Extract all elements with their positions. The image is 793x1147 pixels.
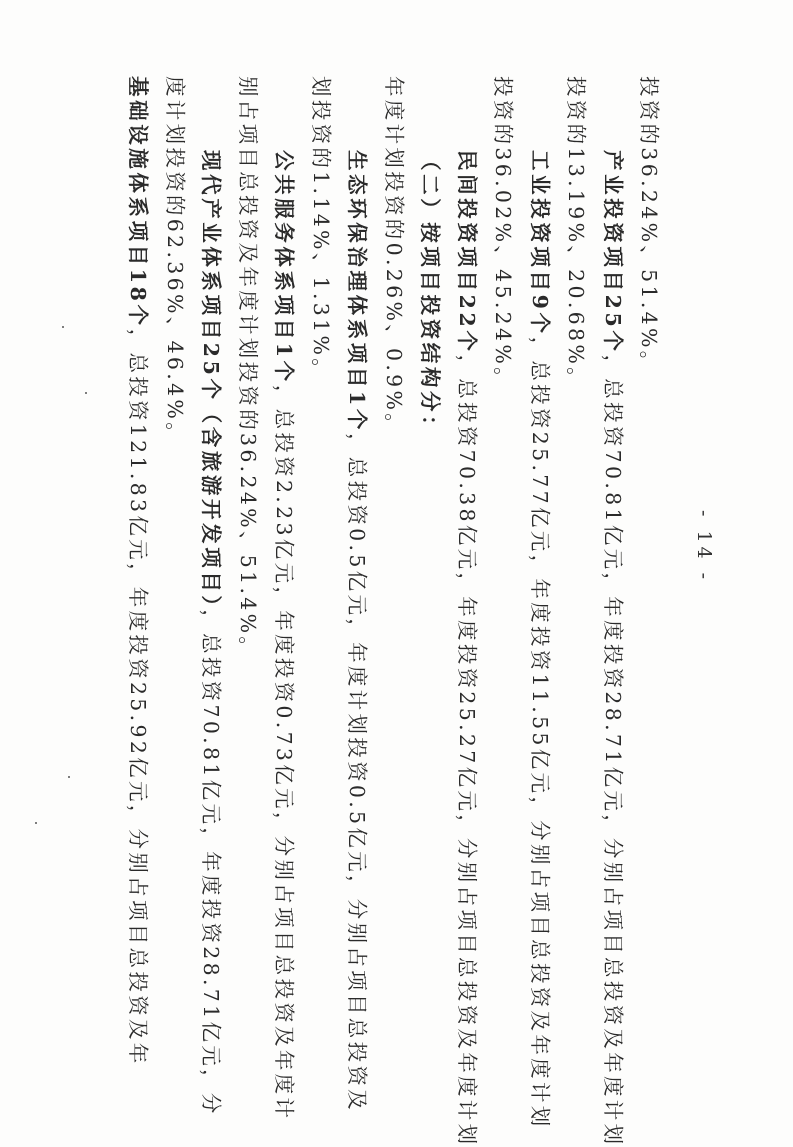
text-infrastructure: ，总投资121.83亿元，年度投资25.92亿元，分别占项目总投资及年 (126, 328, 150, 1067)
paragraph-eco-protection-cont (384, 76, 405, 437)
text-public-service: ，总投资2.23亿元，年度投资0.73亿元，分别占项目总投资及年度计 (272, 384, 296, 1122)
paragraph-public-service (274, 150, 295, 1121)
page-number: - 14 - (693, 510, 715, 584)
heading-industry-investment: 产业投资项目25个 (601, 150, 625, 355)
paragraph-public-service-cont (311, 76, 332, 382)
scan-speck (85, 392, 87, 394)
text-industry-investment: ，总投资70.81亿元，年度投资28.71亿元，分别占项目总投资及年度计划 (601, 354, 625, 1147)
paragraph-eco-protection (347, 150, 368, 1113)
paragraph-private-investment (457, 150, 478, 1147)
paragraph-modern-industry-cont (238, 76, 259, 660)
text-industry-investment-cont: 投资的36.24%、51.4%。 (637, 76, 661, 375)
heading-industrial-investment: 工业投资项目9个 (528, 150, 552, 337)
heading-modern-industry: 现代产业体系项目25个（含旅游开发项目） (199, 150, 223, 610)
paragraph-modern-industry (201, 150, 222, 1117)
paragraph-private-investment-cont (493, 76, 514, 391)
text-modern-industry: ，总投资70.81亿元，年度投资28.71亿元，分 (199, 609, 223, 1117)
text-modern-industry-cont: 别占项目总投资及年度计划投资的36.24%、51.4%。 (236, 76, 260, 661)
text-private-investment-cont: 投资的36.02%、45.24%。 (491, 76, 515, 391)
paragraph-industrial-investment-cont (566, 76, 587, 391)
paragraph-infrastructure-cont (165, 76, 186, 446)
scan-speck (68, 776, 70, 778)
paragraph-industry-investment (603, 150, 624, 1147)
text-industrial-investment-cont: 投资的13.19%、20.68%。 (564, 76, 588, 391)
text-private-investment: ，总投资70.38亿元，年度投资25.27亿元，分别占项目总投资及年度计划 (455, 354, 479, 1147)
section-heading-investment-structure (420, 150, 441, 439)
text-industrial-investment: ，总投资25.77亿元，年度投资11.55亿元，分别占项目总投资及年度计划 (528, 336, 552, 1130)
text-public-service-cont: 划投资的1.14%、1.31%。 (309, 76, 333, 383)
scan-speck (35, 822, 37, 824)
paragraph-infrastructure (128, 76, 149, 1067)
section-heading-text: （二）按项目投资结构分： (418, 150, 442, 440)
paragraph-industrial-investment (530, 150, 551, 1130)
text-eco-protection: ，总投资0.5亿元，年度计划投资0.5亿元，分别占项目总投资及 (345, 432, 369, 1113)
scan-speck (62, 326, 64, 328)
text-infrastructure-cont: 度计划投资的62.36%、46.4%。 (163, 76, 187, 446)
paragraph-industry-investment-cont (639, 76, 660, 375)
text-eco-protection-cont: 年度计划投资的0.26%、0.9%。 (382, 76, 406, 438)
heading-private-investment: 民间投资项目22个 (455, 150, 479, 355)
heading-infrastructure: 基础设施体系项目18个 (126, 76, 150, 329)
heading-public-service: 公共服务体系项目1个 (272, 150, 296, 385)
heading-eco-protection: 生态环保治理体系项目1个 (345, 150, 369, 433)
